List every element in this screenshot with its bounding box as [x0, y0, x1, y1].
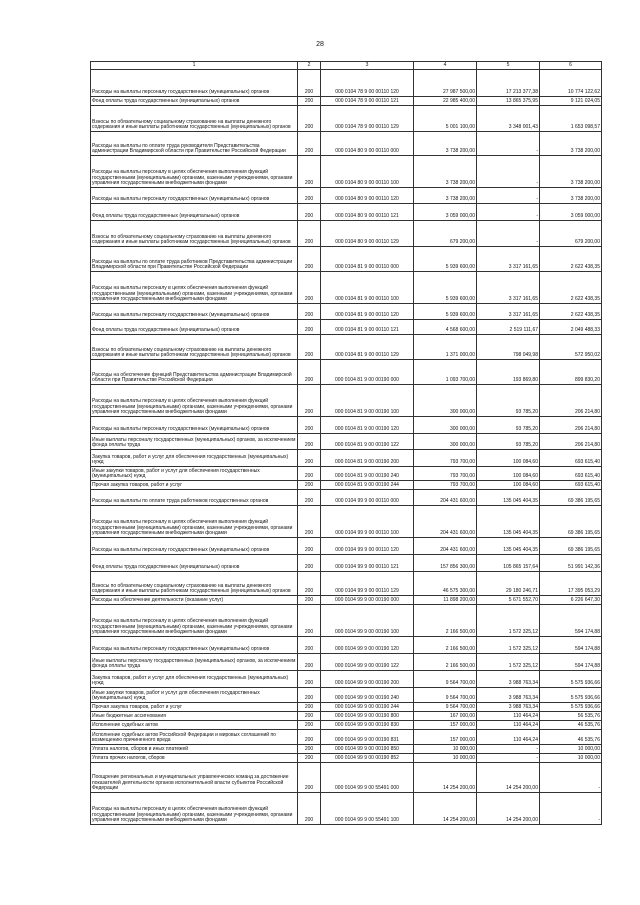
table-row [91, 417, 602, 434]
row-approved: 10 000,00 [414, 754, 477, 763]
row-kbk: 000 0104 81 9 00 00110 121 [321, 320, 414, 335]
row-executed: - [477, 745, 540, 754]
row-name: Расходы на выплаты персоналу государственных (муниципальных) органов [91, 417, 298, 434]
row-executed: - [477, 221, 540, 247]
row-name: Расходы на выплаты по оплате труда работников Представительства администрации Владимирской области при Правительстве Российской Федерации [91, 247, 298, 272]
row-executed: 798 049,98 [477, 335, 540, 360]
row-kbk: 000 0104 81 9 00 00190 244 [321, 481, 414, 490]
row-executed: 93 785,20 [477, 417, 540, 434]
row-name: Расходы на обеспечение функций Представительства администрации Владимирской области при Правительстве Российской Федерации [91, 360, 298, 385]
table-row [91, 132, 602, 156]
row-code: 200 [298, 555, 321, 572]
row-kbk: 000 0104 81 9 00 00190 000 [321, 360, 414, 385]
row-name: Расходы на выплаты персоналу в целях обеспечения выполнения функций государственными (муниципальными) органами, казенными учреждениями, органами управления государственными внебюджетными фондами [91, 506, 298, 538]
table-row [91, 793, 602, 825]
row-approved: 793 700,00 [414, 481, 477, 490]
row-name: Взносы по обязательному социальному страхованию на выплаты денежного содержания и иные выплаты работникам государственных (муниципальных) органов [91, 335, 298, 360]
row-name: Расходы на выплаты персоналу государственных (муниципальных) органов [91, 70, 298, 97]
row-kbk: 000 0104 99 9 00 00190 852 [321, 754, 414, 763]
table-row [91, 490, 602, 506]
row-executed: 110 464,24 [477, 730, 540, 745]
row-kbk: 000 0104 99 9 00 00190 244 [321, 703, 414, 712]
table-row [91, 745, 602, 754]
row-unexecuted: 3 738 200,00 [540, 156, 602, 188]
row-approved: 9 564 700,00 [414, 671, 477, 688]
row-name: Прочая закупка товаров, работ и услуг [91, 703, 298, 712]
table-row [91, 204, 602, 221]
table-row [91, 654, 602, 671]
row-code: 200 [298, 417, 321, 434]
row-unexecuted: 5 575 936,66 [540, 688, 602, 703]
row-unexecuted: 51 991 142,36 [540, 555, 602, 572]
row-approved: 14 254 200,00 [414, 763, 477, 793]
row-approved: 46 575 300,00 [414, 572, 477, 596]
row-approved: 1 371 000,00 [414, 335, 477, 360]
row-approved: 204 431 600,00 [414, 538, 477, 555]
row-kbk: 000 0104 80 9 00 00110 100 [321, 156, 414, 188]
row-unexecuted: - [540, 763, 602, 793]
row-executed: 105 865 157,64 [477, 555, 540, 572]
row-unexecuted: 69 386 195,65 [540, 506, 602, 538]
row-code: 200 [298, 434, 321, 450]
table-row [91, 596, 602, 605]
row-name: Расходы на выплаты персоналу государственных (муниципальных) органов [91, 538, 298, 555]
table-row [91, 671, 602, 688]
header-col-5: 5 [477, 62, 540, 70]
row-kbk: 000 0104 80 9 00 00110 129 [321, 221, 414, 247]
row-name: Уплата прочих налогов, сборов [91, 754, 298, 763]
row-approved: 793 700,00 [414, 450, 477, 467]
row-executed: - [477, 188, 540, 204]
row-code: 200 [298, 671, 321, 688]
row-executed: - [477, 132, 540, 156]
row-name: Расходы на выплаты персоналу в целях обеспечения выполнения функций государственными (муниципальными) органами, казенными учреждениями, органами управления государственными внебюджетными фондами [91, 385, 298, 417]
row-approved: 157 856 300,00 [414, 555, 477, 572]
row-unexecuted: 3 059 000,00 [540, 204, 602, 221]
page-number: 28 [316, 41, 324, 48]
row-kbk: 000 0104 99 9 00 00110 100 [321, 506, 414, 538]
table-row [91, 605, 602, 637]
row-code: 200 [298, 712, 321, 721]
table-row [91, 434, 602, 450]
row-name: Иные бюджетные ассигнования [91, 712, 298, 721]
row-executed: 110 464,24 [477, 712, 540, 721]
row-code: 200 [298, 156, 321, 188]
row-approved: 793 700,00 [414, 467, 477, 481]
row-name: Расходы на выплаты персоналу государственных (муниципальных) органов [91, 637, 298, 654]
row-kbk: 000 0104 99 9 00 00110 121 [321, 555, 414, 572]
row-executed: 1 572 325,12 [477, 605, 540, 637]
row-executed: 3 348 001,43 [477, 106, 540, 132]
row-approved: 2 166 500,00 [414, 654, 477, 671]
row-approved: 5 001 100,00 [414, 106, 477, 132]
row-kbk: 000 0104 81 9 00 00190 120 [321, 417, 414, 434]
row-approved: 300 000,00 [414, 417, 477, 434]
row-name: Расходы на выплаты персоналу государственных (муниципальных) органов [91, 188, 298, 204]
row-executed: 5 671 552,70 [477, 596, 540, 605]
row-approved: 300 000,00 [414, 434, 477, 450]
header-col-2: 2 [298, 62, 321, 70]
row-unexecuted: 693 615,40 [540, 450, 602, 467]
row-code: 200 [298, 132, 321, 156]
row-unexecuted: 17 395 053,29 [540, 572, 602, 596]
row-kbk: 000 0104 81 9 00 00110 100 [321, 272, 414, 304]
table-row [91, 506, 602, 538]
row-executed: 14 254 200,00 [477, 793, 540, 825]
row-approved: 157 000,00 [414, 730, 477, 745]
row-kbk: 000 0104 81 9 00 00190 200 [321, 450, 414, 467]
table-row [91, 304, 602, 320]
row-code: 200 [298, 272, 321, 304]
row-unexecuted: 6 226 647,30 [540, 596, 602, 605]
row-kbk: 000 0104 99 9 00 00190 200 [321, 671, 414, 688]
row-kbk: 000 0104 80 9 00 00110 121 [321, 204, 414, 221]
row-code: 200 [298, 97, 321, 106]
row-approved: 22 985 400,00 [414, 97, 477, 106]
header-col-1: 1 [91, 62, 298, 70]
row-unexecuted: 572 950,02 [540, 335, 602, 360]
table-row [91, 481, 602, 490]
row-code: 200 [298, 506, 321, 538]
row-name: Фонд оплаты труда государственных (муниципальных) органов [91, 204, 298, 221]
row-executed: 3 988 763,34 [477, 688, 540, 703]
row-executed: 100 084,60 [477, 450, 540, 467]
table-row [91, 247, 602, 272]
row-kbk: 000 0104 99 9 00 55491 000 [321, 763, 414, 793]
row-kbk: 000 0104 99 9 00 00110 000 [321, 490, 414, 506]
table-row [91, 97, 602, 106]
row-approved: 9 564 700,00 [414, 703, 477, 712]
row-approved: 204 431 600,00 [414, 490, 477, 506]
row-kbk: 000 0104 80 9 00 00110 000 [321, 132, 414, 156]
row-name: Взносы по обязательному социальному страхованию на выплаты денежного содержания и иные выплаты работникам государственных (муниципальных) органов [91, 106, 298, 132]
row-name: Исполнение судебных актов [91, 721, 298, 730]
row-executed: 3 317 161,65 [477, 272, 540, 304]
row-unexecuted: 594 174,88 [540, 654, 602, 671]
row-code: 200 [298, 70, 321, 97]
row-code: 200 [298, 204, 321, 221]
row-code: 200 [298, 335, 321, 360]
row-approved: 10 000,00 [414, 745, 477, 754]
row-kbk: 000 0104 81 9 00 00110 000 [321, 247, 414, 272]
row-executed: 135 045 404,35 [477, 538, 540, 555]
row-unexecuted: 899 830,20 [540, 360, 602, 385]
row-kbk: 000 0104 99 9 00 00190 240 [321, 688, 414, 703]
row-code: 200 [298, 247, 321, 272]
row-executed: - [477, 156, 540, 188]
table-body [91, 70, 602, 825]
row-kbk: 000 0104 81 9 00 00190 122 [321, 434, 414, 450]
row-executed: 100 084,60 [477, 481, 540, 490]
row-unexecuted: 2 622 438,35 [540, 304, 602, 320]
row-code: 200 [298, 721, 321, 730]
row-code: 200 [298, 385, 321, 417]
table-row [91, 688, 602, 703]
row-approved: 3 738 200,00 [414, 188, 477, 204]
row-kbk: 000 0104 78 9 00 00110 129 [321, 106, 414, 132]
row-code: 200 [298, 188, 321, 204]
row-executed: - [477, 754, 540, 763]
row-code: 200 [298, 763, 321, 793]
row-name: Расходы на выплаты персоналу в целях обеспечения выполнения функций государственными (муниципальными) органами, казенными учреждениями, органами управления государственными внебюджетными фондами [91, 156, 298, 188]
row-code: 200 [298, 304, 321, 320]
row-kbk: 000 0104 81 9 00 00190 100 [321, 385, 414, 417]
row-executed: 110 464,24 [477, 721, 540, 730]
row-unexecuted: 1 653 098,57 [540, 106, 602, 132]
row-unexecuted: 3 738 200,00 [540, 132, 602, 156]
row-approved: 3 738 200,00 [414, 132, 477, 156]
row-code: 200 [298, 490, 321, 506]
row-approved: 167 000,00 [414, 712, 477, 721]
table-row [91, 385, 602, 417]
row-executed: 1 572 325,12 [477, 654, 540, 671]
row-approved: 204 431 600,00 [414, 506, 477, 538]
row-unexecuted: 10 000,00 [540, 745, 602, 754]
row-code: 200 [298, 221, 321, 247]
row-name: Закупка товаров, работ и услуг для обеспечения государственных (муниципальных) нужд [91, 450, 298, 467]
row-name: Расходы на выплаты персоналу в целях обеспечения выполнения функций государственными (муниципальными) органами, казенными учреждениями, органами управления государственными внебюджетными фондами [91, 793, 298, 825]
row-unexecuted: 10 000,00 [540, 754, 602, 763]
row-unexecuted: 594 174,88 [540, 605, 602, 637]
row-code: 200 [298, 754, 321, 763]
row-approved: 1 093 700,00 [414, 360, 477, 385]
row-unexecuted: 679 200,00 [540, 221, 602, 247]
header-col-4: 4 [414, 62, 477, 70]
row-unexecuted: 69 386 195,65 [540, 490, 602, 506]
table-row [91, 320, 602, 335]
row-executed: 93 785,20 [477, 385, 540, 417]
row-approved: 5 939 600,00 [414, 247, 477, 272]
row-approved: 679 200,00 [414, 221, 477, 247]
row-name: Расходы на выплаты по оплате труда руководителя Представительства администрации Владимирской области при Правительстве Российской Федерации [91, 132, 298, 156]
row-executed: 17 213 377,38 [477, 70, 540, 97]
row-code: 200 [298, 106, 321, 132]
row-executed: 3 988 763,34 [477, 671, 540, 688]
row-name: Фонд оплаты труда государственных (муниципальных) органов [91, 555, 298, 572]
row-unexecuted: 206 214,80 [540, 385, 602, 417]
row-name: Иные выплаты персоналу государственных (муниципальных) органов, за исключением фонда оплаты труда [91, 434, 298, 450]
row-executed: 2 519 111,67 [477, 320, 540, 335]
row-approved: 3 738 200,00 [414, 156, 477, 188]
row-name: Расходы на выплаты персоналу государственных (муниципальных) органов [91, 304, 298, 320]
table-row [91, 555, 602, 572]
row-code: 200 [298, 730, 321, 745]
row-code: 200 [298, 450, 321, 467]
row-unexecuted: 5 575 936,66 [540, 671, 602, 688]
row-approved: 3 059 000,00 [414, 204, 477, 221]
row-unexecuted: 5 575 936,66 [540, 703, 602, 712]
row-unexecuted: 693 615,40 [540, 481, 602, 490]
row-name: Прочая закупка товаров, работ и услуг [91, 481, 298, 490]
table-row [91, 221, 602, 247]
row-unexecuted: - [540, 793, 602, 825]
row-kbk: 000 0104 99 9 00 00110 129 [321, 572, 414, 596]
row-approved: 300 000,00 [414, 385, 477, 417]
row-kbk: 000 0104 99 9 00 00190 120 [321, 637, 414, 654]
table-row [91, 70, 602, 97]
row-kbk: 000 0104 81 9 00 00110 129 [321, 335, 414, 360]
row-name: Расходы на выплаты по оплате труда работников государственных органов [91, 490, 298, 506]
row-unexecuted: 10 774 122,62 [540, 70, 602, 97]
row-kbk: 000 0104 99 9 00 00190 830 [321, 721, 414, 730]
row-kbk: 000 0104 99 9 00 00190 122 [321, 654, 414, 671]
table-row [91, 572, 602, 596]
row-code: 200 [298, 654, 321, 671]
budget-execution-table [90, 61, 602, 825]
row-executed: 3 317 161,65 [477, 247, 540, 272]
row-executed: 135 045 404,35 [477, 506, 540, 538]
row-executed: 1 572 325,12 [477, 637, 540, 654]
row-kbk: 000 0104 80 9 00 00110 120 [321, 188, 414, 204]
row-name: Взносы по обязательному социальному страхованию на выплаты денежного содержания и иные выплаты работникам государственных (муниципальных) органов [91, 221, 298, 247]
row-approved: 157 000,00 [414, 721, 477, 730]
row-name: Взносы по обязательному социальному страхованию на выплаты денежного содержания и иные выплаты работникам государственных (муниципальных) органов [91, 572, 298, 596]
row-kbk: 000 0104 99 9 00 00190 831 [321, 730, 414, 745]
row-executed: 3 988 763,34 [477, 703, 540, 712]
table-row [91, 360, 602, 385]
row-unexecuted: 2 622 438,35 [540, 247, 602, 272]
row-approved: 2 166 500,00 [414, 605, 477, 637]
table-row [91, 106, 602, 132]
row-code: 200 [298, 605, 321, 637]
row-code: 200 [298, 637, 321, 654]
row-executed: 14 254 200,00 [477, 763, 540, 793]
row-approved: 5 939 600,00 [414, 304, 477, 320]
row-approved: 2 166 500,00 [414, 637, 477, 654]
row-executed: 100 084,60 [477, 467, 540, 481]
row-name: Иные закупки товаров, работ и услуг для обеспечения государственных (муниципальных) нужд [91, 688, 298, 703]
table-row [91, 188, 602, 204]
row-kbk: 000 0104 99 9 00 00190 800 [321, 712, 414, 721]
row-code: 200 [298, 793, 321, 825]
table-row [91, 703, 602, 712]
row-code: 200 [298, 572, 321, 596]
table-row [91, 754, 602, 763]
table-header-row [91, 62, 602, 70]
row-unexecuted: 206 214,80 [540, 434, 602, 450]
row-kbk: 000 0104 81 9 00 00190 240 [321, 467, 414, 481]
row-name: Уплата налогов, сборов и иных платежей [91, 745, 298, 754]
row-kbk: 000 0104 99 9 00 00190 100 [321, 605, 414, 637]
row-name: Расходы на выплаты персоналу в целях обеспечения выполнения функций государственными (муниципальными) органами, казенными учреждениями, органами управления государственными внебюджетными фондами [91, 605, 298, 637]
row-executed: 93 785,20 [477, 434, 540, 450]
header-col-3: 3 [321, 62, 414, 70]
row-name: Фонд оплаты труда государственных (муниципальных) органов [91, 97, 298, 106]
row-name: Расходы на выплаты персоналу в целях обеспечения выполнения функций государственными (муниципальными) органами, казенными учреждениями, органами управления государственными внебюджетными фондами [91, 272, 298, 304]
table-row [91, 335, 602, 360]
table-row [91, 721, 602, 730]
row-unexecuted: 2 622 438,35 [540, 272, 602, 304]
row-unexecuted: 206 214,80 [540, 417, 602, 434]
row-code: 200 [298, 481, 321, 490]
row-code: 200 [298, 360, 321, 385]
row-name: Фонд оплаты труда государственных (муниципальных) органов [91, 320, 298, 335]
row-code: 200 [298, 596, 321, 605]
row-unexecuted: 46 535,76 [540, 730, 602, 745]
row-kbk: 000 0104 78 9 00 00110 120 [321, 70, 414, 97]
row-executed: - [477, 204, 540, 221]
row-code: 200 [298, 703, 321, 712]
table-row [91, 730, 602, 745]
row-unexecuted: 693 615,40 [540, 467, 602, 481]
row-kbk: 000 0104 99 9 00 55491 100 [321, 793, 414, 825]
row-kbk: 000 0104 99 9 00 00190 000 [321, 596, 414, 605]
row-unexecuted: 69 386 195,65 [540, 538, 602, 555]
row-kbk: 000 0104 78 9 00 00110 121 [321, 97, 414, 106]
row-unexecuted: 9 121 024,05 [540, 97, 602, 106]
row-approved: 14 254 200,00 [414, 793, 477, 825]
table-row [91, 538, 602, 555]
row-kbk: 000 0104 81 9 00 00110 120 [321, 304, 414, 320]
row-name: Поощрение региональных и муниципальных управленческих команд за достижение показателей деятельности органов исполнительной власти субъектов Российской Федерации [91, 763, 298, 793]
row-unexecuted: 594 174,88 [540, 637, 602, 654]
table-row [91, 712, 602, 721]
table-row [91, 467, 602, 481]
table-row [91, 763, 602, 793]
row-code: 200 [298, 745, 321, 754]
row-approved: 5 939 600,00 [414, 272, 477, 304]
row-code: 200 [298, 688, 321, 703]
table-row [91, 637, 602, 654]
row-kbk: 000 0104 99 9 00 00190 850 [321, 745, 414, 754]
row-name: Закупка товаров, работ и услуг для обеспечения государственных (муниципальных) нужд [91, 671, 298, 688]
row-unexecuted: 56 535,76 [540, 712, 602, 721]
row-executed: 135 045 404,35 [477, 490, 540, 506]
row-approved: 9 564 700,00 [414, 688, 477, 703]
row-code: 200 [298, 538, 321, 555]
row-executed: 29 180 246,71 [477, 572, 540, 596]
table-row [91, 272, 602, 304]
row-name: Исполнение судебных актов Российской Федерации и мировых соглашений по возмещению причиненного вреда [91, 730, 298, 745]
row-code: 200 [298, 467, 321, 481]
row-name: Расходы на обеспечение деятельности (оказание услуг) [91, 596, 298, 605]
row-unexecuted: 46 535,76 [540, 721, 602, 730]
row-executed: 193 869,80 [477, 360, 540, 385]
row-approved: 4 568 600,00 [414, 320, 477, 335]
row-code: 200 [298, 320, 321, 335]
table-row [91, 450, 602, 467]
table-row [91, 156, 602, 188]
row-name: Иные выплаты персоналу государственных (муниципальных) органов, за исключением фонда оплаты труда [91, 654, 298, 671]
row-unexecuted: 2 049 488,33 [540, 320, 602, 335]
header-col-6: 6 [540, 62, 602, 70]
row-executed: 13 865 375,95 [477, 97, 540, 106]
row-kbk: 000 0104 99 9 00 00110 120 [321, 538, 414, 555]
row-executed: 3 317 161,65 [477, 304, 540, 320]
row-approved: 27 987 500,00 [414, 70, 477, 97]
row-unexecuted: 3 738 200,00 [540, 188, 602, 204]
row-name: Иные закупки товаров, работ и услуг для обеспечения государственных (муниципальных) нужд [91, 467, 298, 481]
row-approved: 11 898 200,00 [414, 596, 477, 605]
